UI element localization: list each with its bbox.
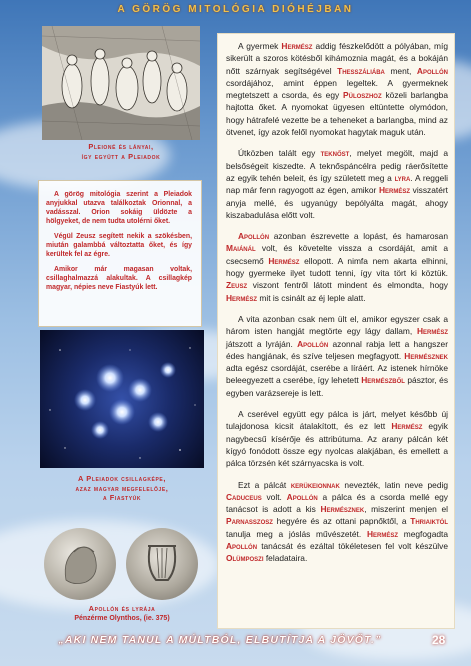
highlighted-name: Apollón xyxy=(416,65,448,76)
text-run: mit is csinált az éj leple alatt. xyxy=(257,292,366,303)
text-run: tanácsát és ezáltal tökéletesen fel volt készülve xyxy=(257,540,448,551)
caption-line: a Fiastyúk xyxy=(102,493,142,502)
pleiades-engraving-caption xyxy=(42,142,200,161)
text-run: egyik nagybecsű kísérője és attribútuma. Az arany pálcán két kígyó fonódott össze egy nyolcas alakjában, és emellett a pálca törzsén két szárnyacska is volt. xyxy=(226,421,448,469)
text-run: azonnal rabja lett a hangszer édes hangjának, és szíve teljesen megfagyott. xyxy=(226,338,448,361)
highlighted-name: Hermészből xyxy=(361,375,405,386)
highlighted-name: Hermész xyxy=(226,292,258,303)
sidebar-paragraph: Végül Zeusz segített nekik a szökésben, miután galambbá változtatta őket, és így kerültek fel az égre. xyxy=(46,233,192,258)
highlighted-name: Caduceus xyxy=(226,491,262,502)
text-run: , miszerint menjen el xyxy=(364,504,448,515)
article-text xyxy=(226,40,448,574)
highlighted-name: Hermésznek xyxy=(320,504,365,515)
text-run: a pálca és a csorda mellé egy tanácsot is adott a kis xyxy=(226,491,448,515)
highlighted-name: Hermész xyxy=(281,41,313,51)
highlighted-name: Olümposzi xyxy=(226,553,264,564)
text-run: volt. xyxy=(261,491,287,502)
text-run: ellopott. A nimfa nem akarta elhinni, hogy gyermeke ilyet tudott tenni, így vita tört ki köztük. xyxy=(226,255,449,279)
text-run: tanulja meg a jóslás művészetét. xyxy=(226,528,367,539)
text-run: pásztor, és egyben varázsereje is lett. xyxy=(226,375,449,398)
text-run: azonban észrevette a lopást, és hamarosan xyxy=(269,231,448,242)
highlighted-name: Apollón xyxy=(238,231,270,242)
highlighted-name: lyra xyxy=(394,172,411,183)
text-run: Ezt a pálcát xyxy=(238,479,291,490)
pleiades-star-cluster-image xyxy=(40,330,204,468)
highlighted-name: Hermész xyxy=(416,326,448,337)
footer-quote: „AKI NEM TANUL A MÚLTBÓL, ELBUTÍTJA A JÖVŐT.” xyxy=(58,634,382,646)
sidebar-paragraph: Amikor már magasan voltak, csillaghalmazzá alakultak. A csillagkép magyar, népies neve Fiastyúk lett. xyxy=(46,266,192,291)
article-paragraph xyxy=(226,230,448,304)
highlighted-name: kerükeionnak xyxy=(290,479,340,490)
text-run: ment, xyxy=(384,65,417,76)
caption-line: A Pleiadok csillagképe, xyxy=(77,474,166,483)
highlighted-name: Thriaiktól xyxy=(410,516,448,527)
highlighted-name: Thesszáliába xyxy=(337,65,385,76)
highlighted-name: Apollón xyxy=(297,338,329,349)
text-run: . A reggeli nap már fenn ragyogott az égen, amikor xyxy=(226,172,448,196)
text-run: visszatért anyja mellé, és ugyanúgy bepólyálta magát, ahogy kiszabadulása előtt volt. xyxy=(226,185,448,220)
text-run: hegyére és az ottani papnőktől, a xyxy=(272,516,411,527)
highlighted-name: Hermésznek xyxy=(404,350,448,361)
text-run: csordájához, amint éppen legeltek. A gyermeknek megtetszett a csorda, és egy xyxy=(226,77,448,101)
text-run: addig fészkelődött a pólyában, míg sikerült a szoros kötésből kihámoznia magát, és a bokáján nőtt szárnyak segítségével xyxy=(226,41,449,76)
page-header: A GÖRÖG MITOLÓGIA DIÓHÉJBAN xyxy=(117,4,354,15)
caption-line: így együtt a Pleiadok xyxy=(81,151,161,161)
article-paragraph xyxy=(226,479,448,565)
highlighted-name: teknőst xyxy=(320,148,350,159)
text-run: A gyermek xyxy=(238,41,282,51)
text-run: megfogadta xyxy=(398,528,449,539)
text-run: Útközben talált egy xyxy=(238,148,321,159)
article-paragraph xyxy=(226,147,448,221)
star-cluster-caption xyxy=(40,474,204,503)
highlighted-name: Maiánál xyxy=(226,243,256,254)
text-run: adta egész csordáját, cserébe a líráért. Az istenek hírnöke beleegyezett a cserébe, így lehetett xyxy=(226,363,448,386)
highlighted-name: Püloszhoz xyxy=(343,90,382,101)
text-run: A cserével együtt egy pálca is járt, melyet később új tulajdonosa kicsit átalakított, és ez lett xyxy=(226,409,448,432)
sidebar-text xyxy=(46,190,192,298)
page-number: 28 xyxy=(432,633,446,647)
coins-caption xyxy=(40,604,204,623)
highlighted-name: Hermész xyxy=(366,528,399,539)
highlighted-name: Parnasszosz xyxy=(226,516,273,527)
pleiades-engraving-image xyxy=(42,26,200,140)
article-paragraph xyxy=(226,40,448,138)
sidebar-paragraph: A görög mitológia szerint a Pleiadok anyjukkal utazva találkoztak Orionnal, a vadásszal. Orion sokáig üldözte a hölgyeket, de nem tudta utolérni őket. xyxy=(46,191,192,225)
text-run: A vita azonban csak nem ült el, amikor egyszer csak a három isten hangját megtörte egy lágy dallam, xyxy=(226,313,448,337)
highlighted-name: Hermész xyxy=(268,255,300,266)
apollo-coin-image xyxy=(44,528,116,600)
caption-line: Apollón és lyrája xyxy=(88,604,156,613)
text-run: játszott a lyráján. xyxy=(226,338,298,349)
lyre-coin-image xyxy=(126,528,198,600)
article-paragraph xyxy=(226,313,448,399)
highlighted-name: Hermész xyxy=(378,185,410,196)
caption-subline: Pénzérme Olynthos, (ie. 375) xyxy=(74,614,170,622)
text-run: feladataira. xyxy=(263,553,308,564)
article-paragraph xyxy=(226,408,448,469)
highlighted-name: Zeusz xyxy=(226,280,248,291)
text-run: , melyet megölt, majd a belsőségeit kiszedte. A teknőspáncélra pedig ráerősítette az egyik tehén beleit, és így született meg a xyxy=(226,148,448,183)
text-run: közeli barlangba hajtotta őket. A nyomokat ügyesen eltüntette olymódon, hogy hátrafelé vezette be a teheneket a barlangba, mind az ötvenet, így azok felől nyomokat hagytak maguk után. xyxy=(226,90,448,138)
highlighted-name: Apollón xyxy=(286,491,318,502)
highlighted-name: Hermész xyxy=(391,421,423,432)
caption-line: azaz magyar megfelelője, xyxy=(75,483,169,493)
caption-line: Pleioné és lányai, xyxy=(88,142,154,151)
text-run: volt, és követelte vissza a csordáját, amit a csecsemő xyxy=(226,243,448,266)
highlighted-name: Apollón xyxy=(226,540,258,551)
text-run: nevezték, latin neve pedig xyxy=(339,479,448,490)
text-run: viszont fentről látott mindent és elmondta, hogy xyxy=(247,280,448,291)
